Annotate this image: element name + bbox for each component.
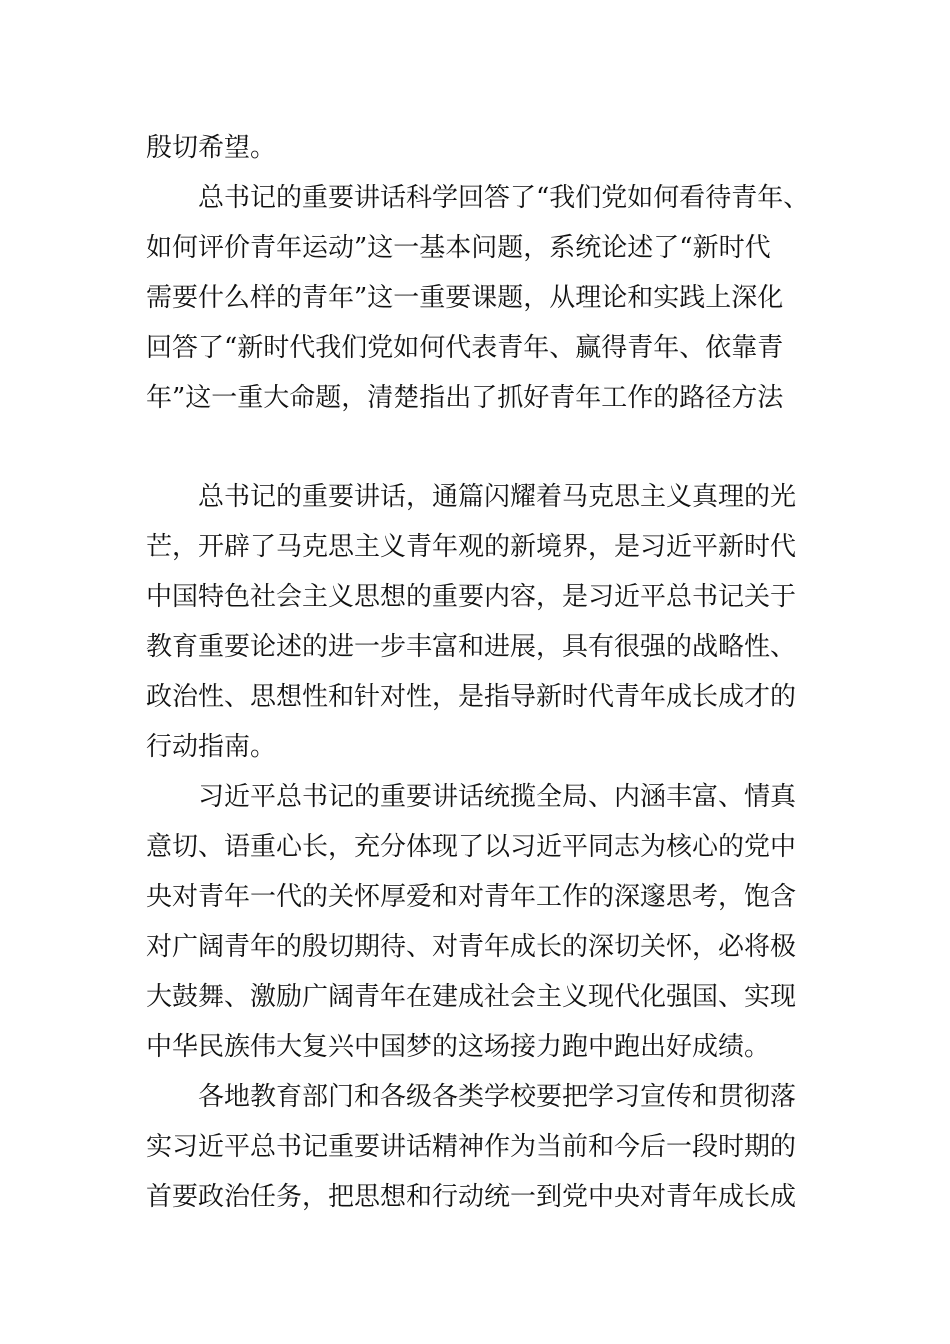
text-line: 对广阔青年的殷切期待、对青年成长的深切关怀，必将极 <box>146 932 797 962</box>
text-line: 央对青年一代的关怀厚爱和对青年工作的深邃思考，饱含 <box>146 882 797 912</box>
text-line: 各地教育部门和各级各类学校要把学习宣传和贯彻落 <box>198 1082 797 1112</box>
text-line: 行动指南。 <box>146 732 277 762</box>
text-line: 如何评价青年运动”这一基本问题，系统论述了“新时代 <box>146 233 771 263</box>
text-line: 政治性、思想性和针对性，是指导新时代青年成长成才的 <box>146 682 797 712</box>
text-line: 首要政治任务，把思想和行动统一到党中央对青年成长成 <box>146 1182 797 1212</box>
text-line: 教育重要论述的进一步丰富和进展，具有很强的战略性、 <box>146 632 797 662</box>
text-line: 中国特色社会主义思想的重要内容，是习近平总书记关于 <box>146 582 797 612</box>
text-line: 需要什么样的青年”这一重要课题，从理论和实践上深化 <box>146 283 784 313</box>
text-line: 大鼓舞、激励广阔青年在建成社会主义现代化强国、实现 <box>146 982 797 1012</box>
text-line: 总书记的重要讲话科学回答了“我们党如何看待青年、 <box>198 183 810 213</box>
text-line: 回答了“新时代我们党如何代表青年、赢得青年、依靠青 <box>146 333 784 363</box>
text-line: 年”这一重大命题，清楚指出了抓好青年工作的路径方法 <box>146 383 784 413</box>
text-line: 中华民族伟大复兴中国梦的这场接力跑中跑出好成绩。 <box>146 1032 771 1062</box>
text-line: 芒，开辟了马克思主义青年观的新境界，是习近平新时代 <box>146 532 797 562</box>
text-line: 总书记的重要讲话，通篇闪耀着马克思主义真理的光 <box>198 482 797 512</box>
text-line: 习近平总书记的重要讲话统揽全局、内涵丰富、情真 <box>198 782 797 812</box>
text-line: 实习近平总书记重要讲话精神作为当前和今后一段时期的 <box>146 1132 797 1162</box>
text-line: 殷切希望。 <box>146 133 277 163</box>
text-line: 意切、语重心长，充分体现了以习近平同志为核心的党中 <box>146 832 797 862</box>
